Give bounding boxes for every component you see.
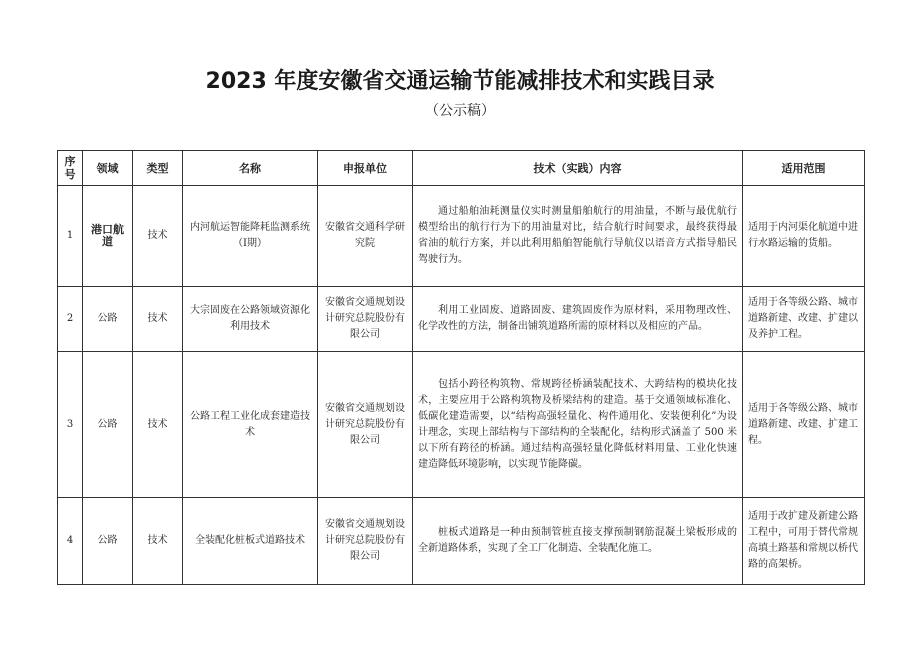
row-name: 公路工程工业化成套建造技术 xyxy=(183,352,318,498)
row-content: 包括小跨径构筑物、常规跨径桥涵装配技术、大跨结构的模块化技术，主要应用于公路构筑物及桥梁结构的建造。基于交通领域标准化、低碳化建造需要，以“结构高强轻量化、构件通用化、安装便利化”为设计理念，实现上部结构与下部结构的全装配化，结构形式涵盖了 500 米以下所有跨径的桥涵。通过结构高强轻量化降低材料用量、工业化快速建造降低环境影响，以实现节能降碳。 xyxy=(413,352,743,498)
row-scope: 适用于各等级公路、城市道路新建、改建、扩建工程。 xyxy=(743,352,865,498)
table-row xyxy=(58,352,865,498)
row-no: 4 xyxy=(58,498,83,585)
row-field: 港口航道 xyxy=(83,186,133,287)
row-unit: 安徽省交通科学研究院 xyxy=(318,186,413,287)
row-unit: 安徽省交通规划设计研究总院股份有限公司 xyxy=(318,352,413,498)
row-scope: 适用于内河渠化航道中进行水路运输的货船。 xyxy=(743,186,865,287)
row-scope: 适用于各等级公路、城市道路新建、改建、扩建以及养护工程。 xyxy=(743,287,865,352)
row-content: 通过船舶油耗测量仪实时测量船舶航行的用油量，不断与最优航行模型给出的航行行为下的用油量对比，结合航行时间要求，最终获得最省油的航行方案，并以此利用船舶智能航行导航仪以语音方式指导船民驾驶行为。 xyxy=(413,186,743,287)
row-name: 内河航运智能降耗监测系统（Ⅰ期） xyxy=(183,186,318,287)
table-row xyxy=(58,287,865,352)
row-type: 技术 xyxy=(133,287,183,352)
row-unit: 安徽省交通规划设计研究总院股份有限公司 xyxy=(318,287,413,352)
row-no: 3 xyxy=(58,352,83,498)
row-name: 大宗固废在公路领域资源化利用技术 xyxy=(183,287,318,352)
row-type: 技术 xyxy=(133,498,183,585)
page-title: 2023 年度安徽省交通运输节能减排技术和实践目录 xyxy=(205,69,715,94)
page-subtitle: （公示稿） xyxy=(425,103,495,119)
row-content: 利用工业固废、道路固废、建筑固废作为原材料，采用物理改性、化学改性的方法，制备出铺筑道路所需的原材料以及相应的产品。 xyxy=(413,287,743,352)
row-field: 公路 xyxy=(83,352,133,498)
header-no: 序号 xyxy=(58,151,83,186)
row-no: 1 xyxy=(58,186,83,287)
row-type: 技术 xyxy=(133,186,183,287)
header-content: 技术（实践）内容 xyxy=(413,151,743,186)
row-name: 全装配化桩板式道路技术 xyxy=(183,498,318,585)
table-row xyxy=(58,498,865,585)
row-type: 技术 xyxy=(133,352,183,498)
header-field: 领域 xyxy=(83,151,133,186)
header-name: 名称 xyxy=(183,151,318,186)
row-field: 公路 xyxy=(83,498,133,585)
row-content: 桩板式道路是一种由预制管桩直接支撑预制钢筋混凝土梁板形成的全新道路体系，实现了全工厂化制造、全装配化施工。 xyxy=(413,498,743,585)
header-scope: 适用范围 xyxy=(743,151,865,186)
table-header-row xyxy=(58,151,865,186)
header-unit: 申报单位 xyxy=(318,151,413,186)
row-field: 公路 xyxy=(83,287,133,352)
row-no: 2 xyxy=(58,287,83,352)
header-type: 类型 xyxy=(133,151,183,186)
row-unit: 安徽省交通规划设计研究总院股份有限公司 xyxy=(318,498,413,585)
row-scope: 适用于改扩建及新建公路工程中，可用于替代常规高填土路基和常规以桥代路的高架桥。 xyxy=(743,498,865,585)
table-row xyxy=(58,186,865,287)
catalog-table xyxy=(57,150,865,585)
